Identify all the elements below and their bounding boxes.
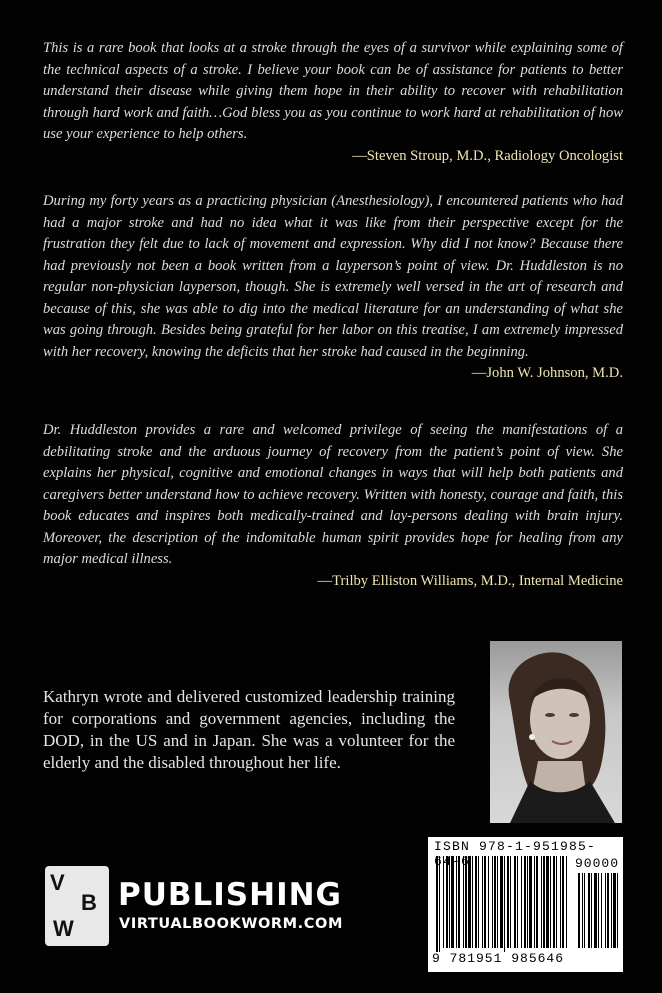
barcode-bar bbox=[494, 856, 496, 948]
barcode-addon-bar bbox=[582, 873, 583, 948]
publisher-name: PUBLISHING bbox=[118, 877, 343, 913]
barcode-bar bbox=[436, 856, 438, 952]
barcode-bar bbox=[504, 856, 505, 952]
isbn-text: ISBN 978-1-951985-64-6 bbox=[434, 839, 597, 869]
review-quote: Dr. Huddleston provides a rare and welcomed privilege of seeing the manifestations of a debilitating stroke and the arduous journey of recovery from the patient’s point of view. She explains her physical, cognitive and emotional changes in ways that will help both patients and caregivers better understand how to achieve recovery. Written with honesty, courage and faith, this book educates and inspires both medically-trained and lay-persons dealing with brain injury. Moreover, the description of the indomitable human spirit provides hope for healing from any major medical illness. bbox=[43, 422, 623, 567]
barcode-bar bbox=[560, 856, 561, 948]
barcode-bar bbox=[566, 856, 567, 948]
vbw-badge bbox=[45, 866, 109, 946]
author-photo bbox=[490, 641, 622, 823]
barcode-bar bbox=[517, 856, 518, 948]
barcode-addon-bar bbox=[588, 873, 590, 948]
review-quote: During my forty years as a practicing physician (Anesthesiology), I encountered patients who had had a major stroke and had no idea what it was like from their perspective except for the frustration they felt due to lack of movement and expression. Why did I not know? Because there had previously not been a book written from a layperson’s point of view. Dr. Huddleston is no regular non-physician layperson, though. She is extremely well versed in the art of research and because of this, she was able to dig into the medical literature for an understanding of what she was going through. Besides being grateful for her labor on this treatise, I am extremely impressed with her recovery, knowing the deficits that her stroke had caused in the beginning. bbox=[43, 193, 623, 360]
review-williams bbox=[43, 420, 623, 592]
barcode-bar bbox=[463, 856, 464, 948]
barcode-bar bbox=[497, 856, 498, 948]
barcode-addon-bar bbox=[607, 873, 609, 948]
barcode-bar bbox=[529, 856, 532, 948]
barcode-bar bbox=[492, 856, 493, 948]
review-attribution: —Steven Stroup, M.D., Radiology Oncologist bbox=[352, 147, 623, 164]
barcode-bar bbox=[451, 856, 454, 948]
barcode-addon-bar bbox=[617, 873, 618, 948]
barcode-bar bbox=[534, 856, 535, 948]
barcode-bar bbox=[510, 856, 511, 948]
barcode-bar bbox=[478, 856, 479, 948]
badge-letter-w: W bbox=[53, 916, 74, 941]
barcode-bar bbox=[449, 856, 450, 948]
barcode-bar bbox=[524, 856, 526, 948]
barcode-addon-bar bbox=[611, 873, 612, 948]
badge-letter-b: B bbox=[81, 890, 97, 915]
barcode-bar bbox=[562, 856, 564, 948]
barcode-bar bbox=[458, 856, 460, 948]
barcode-addon-bar bbox=[584, 873, 585, 948]
barcode-bar bbox=[456, 856, 457, 948]
barcode-digits: 9 781951 985646 bbox=[432, 951, 565, 966]
barcode-bar bbox=[439, 856, 440, 952]
barcode-bar bbox=[443, 856, 444, 948]
barcode-bar bbox=[484, 856, 486, 948]
author-bio: Kathryn wrote and delivered customized leadership training for corporations and government agencies, including the DOD, in the US and in Japan. She was a volunteer for the elderly and the disabled throughout her life. bbox=[43, 687, 455, 772]
author-portrait-illustration bbox=[490, 641, 622, 823]
barcode-bar bbox=[475, 856, 477, 948]
barcode-bar bbox=[536, 856, 538, 948]
badge-letter-v: V bbox=[50, 870, 65, 895]
publisher-logo bbox=[45, 866, 385, 946]
barcode-addon-bar bbox=[613, 873, 616, 948]
barcode-addon-bar bbox=[605, 873, 606, 948]
barcode-bar bbox=[556, 856, 557, 948]
isbn-barcode bbox=[428, 837, 623, 972]
review-attribution: —Trilby Elliston Williams, M.D., Internal Medicine bbox=[317, 572, 623, 589]
barcode-bar bbox=[465, 856, 467, 948]
barcode-addon-bar bbox=[591, 873, 592, 948]
barcode-bar bbox=[482, 856, 483, 948]
barcode-bar bbox=[546, 856, 549, 948]
barcode-bar bbox=[543, 856, 545, 948]
barcode-bar bbox=[446, 856, 448, 948]
review-attribution: —John W. Johnson, M.D. bbox=[471, 365, 623, 381]
review-quote: This is a rare book that looks at a stroke through the eyes of a survivor while explaining some of the technical aspects of a stroke. I believe your book can be of assistance for patients to better understand their disease while giving them hope in their ability to recover with rehabilitation through hard work and faith…God bless you as you continue to work hard at rehabilitation of how use your experience to help others. bbox=[43, 40, 623, 142]
review-stroup bbox=[43, 38, 623, 167]
barcode-bar bbox=[553, 856, 555, 948]
barcode-addon-bar bbox=[601, 873, 602, 948]
barcode-bar bbox=[541, 856, 542, 948]
barcode-addon-bar bbox=[578, 873, 580, 948]
barcode-bar bbox=[488, 856, 489, 948]
barcode-bar bbox=[468, 856, 471, 948]
barcode-addon-bar bbox=[594, 873, 597, 948]
barcode-bar bbox=[521, 856, 522, 948]
barcode-bar bbox=[514, 856, 516, 948]
barcode-bar bbox=[550, 856, 551, 948]
price-code: 90000 bbox=[574, 856, 619, 871]
barcode-bar bbox=[472, 856, 473, 948]
barcode-bar bbox=[527, 856, 528, 948]
barcode-bar bbox=[507, 856, 509, 948]
barcode-bar bbox=[500, 856, 503, 948]
review-johnson bbox=[43, 191, 623, 385]
publisher-url: VIRTUALBOOKWORM.COM bbox=[119, 916, 343, 932]
barcode-addon-bar bbox=[598, 873, 599, 948]
